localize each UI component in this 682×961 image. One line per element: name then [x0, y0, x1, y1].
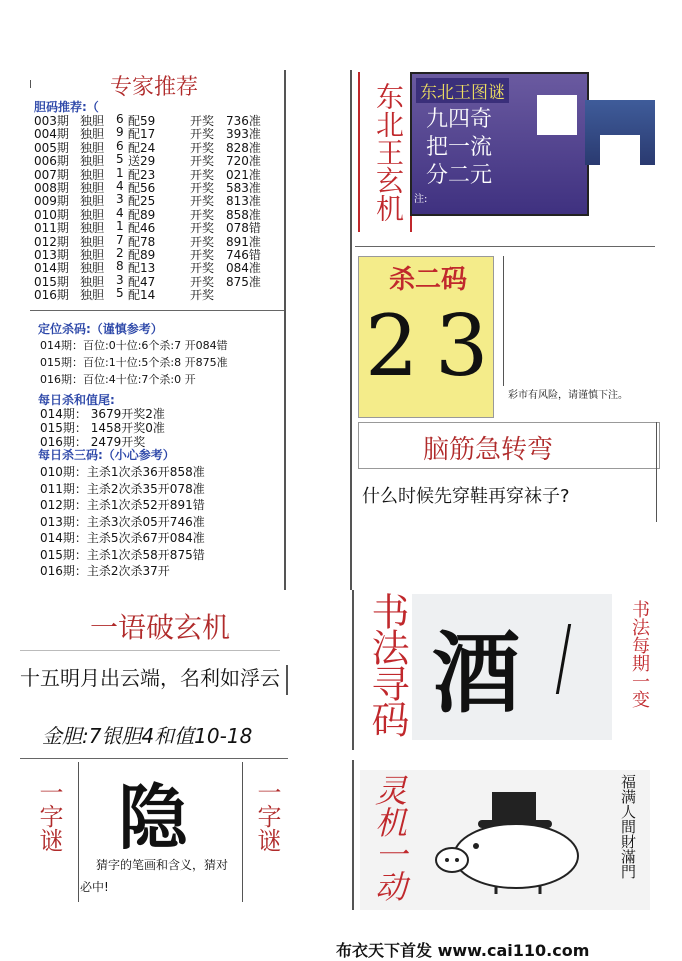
expert-cell-type: 独胆 — [80, 167, 105, 182]
pig-with-hat-icon — [420, 784, 600, 894]
expert-cell-kj: 开奖 — [190, 140, 215, 155]
expert-cell-num: 4 — [116, 179, 124, 193]
expert-cell-kj: 开奖 — [190, 114, 215, 128]
daily_kill3-row: 012期：主杀1次杀52开891错 — [40, 498, 205, 512]
daily_kill3-row: 013期：主杀3次杀05开746准 — [40, 514, 205, 529]
expert-cell-period: 007期 — [34, 167, 69, 182]
shufa-calligraphy-mark — [556, 624, 601, 694]
expert-cell-period: 009期 — [34, 194, 69, 209]
brain-right-line — [656, 422, 657, 522]
daily_kill3-row: 011期：主杀2次杀35开078准 — [40, 481, 205, 496]
expert-cell-pei: 配25 — [128, 194, 156, 209]
expert-cell-res: 891准 — [226, 234, 261, 249]
expert-cell-kj: 开奖 — [190, 221, 215, 236]
dongbei-banner-title: 东北王图谜 — [416, 78, 509, 103]
section-divider — [30, 310, 284, 311]
expert-cell-res: 393准 — [226, 127, 261, 142]
dongbei-vertical-box — [358, 72, 412, 232]
expert-cell-res: 828准 — [226, 140, 261, 155]
expert-cell-num: 8 — [116, 259, 124, 274]
expert-cell-pei: 配24 — [128, 140, 156, 155]
expert-cell-num: 1 — [116, 165, 124, 180]
shufa-vertical: 书法寻码 — [365, 592, 409, 736]
expert-cell-type: 独胆 — [80, 194, 105, 209]
expert-cell-period: 005期 — [34, 140, 69, 155]
expert-cell-kj: 开奖 — [190, 248, 215, 262]
riddle-right-label: 一字谜 — [253, 780, 281, 852]
sha2ma-digit-1: 2 — [365, 297, 419, 395]
riddle-char: 隐 — [118, 776, 188, 859]
daily_tail-row: 014期： 3679开奖2准 — [40, 407, 165, 421]
expert-cell-kj: 开奖 — [190, 274, 215, 289]
expert-cell-num: 6 — [116, 112, 124, 126]
expert-cell-kj: 开奖 — [190, 167, 215, 182]
dongbei-line-1: 九四奇 — [426, 107, 493, 132]
position-row: 015期：百位:1十位:5个杀:8 开875准 — [40, 356, 228, 369]
expert-cell-kj: 开奖 — [190, 234, 215, 249]
expert-cell-type: 独胆 — [80, 140, 105, 155]
expert-cell-period: 004期 — [34, 127, 69, 142]
riddle-left-border — [78, 762, 79, 902]
dongbei-line-2: 把一流 — [426, 135, 493, 160]
riddle-left-label: 一字谜 — [35, 780, 63, 852]
shufa-panel — [412, 594, 612, 740]
riddle-hint-2: 必中! — [80, 880, 109, 894]
expert-cell-period: 006期 — [34, 154, 69, 169]
expert-cell-type: 独胆 — [80, 127, 105, 142]
brain-question: 什么时候先穿鞋再穿袜子? — [362, 486, 570, 507]
expert-cell-period: 014期 — [34, 261, 69, 276]
position-row: 016期：百位:4十位:7个杀:0 开 — [40, 373, 196, 386]
expert-cell-res: 583准 — [226, 181, 261, 195]
dan-label: 胆码推荐:（ — [34, 100, 99, 114]
expert-cell-res: 746错 — [226, 248, 261, 262]
left-panel-right-border — [284, 70, 286, 590]
daily_tail-row: 015期： 1458开奖0准 — [40, 421, 165, 435]
daily_kill3-row: 016期：主杀2次杀37开 — [40, 564, 170, 578]
riddle-top-line — [20, 758, 288, 759]
expert-cell-type: 独胆 — [80, 154, 105, 169]
expert-cell-num: 4 — [116, 205, 124, 220]
position-title: 定位杀码:（谨慎参考） — [38, 322, 163, 336]
expert-cell-pei: 配47 — [128, 274, 156, 289]
expert-cell-res: 858准 — [226, 207, 261, 222]
riddle-right-border — [242, 762, 243, 902]
expert-cell-type: 独胆 — [80, 261, 105, 276]
expert-cell-num: 6 — [116, 138, 124, 153]
expert-cell-num: 5 — [116, 152, 124, 167]
sha2ma-digit-2: 3 — [435, 297, 489, 395]
expert-cell-period: 003期 — [34, 114, 69, 128]
expert-cell-res: 021准 — [226, 167, 261, 182]
expert-cell-pei: 配89 — [128, 248, 156, 262]
position-row: 014期：百位:0十位:6个杀:7 开084错 — [40, 339, 228, 352]
expert-cell-res: 736准 — [226, 114, 261, 128]
expert-cell-pei: 送29 — [128, 154, 156, 169]
expert-cell-num: 3 — [116, 192, 124, 207]
shufa-side: 书法每期一变 — [629, 600, 650, 708]
expert-cell-type: 独胆 — [80, 114, 105, 128]
expert-cell-type: 独胆 — [80, 207, 105, 222]
lingji-side: 福满人間財滿門 — [619, 774, 637, 879]
divider-1 — [355, 246, 655, 247]
jin-dan: 金胆:7银胆4和值10-18 — [42, 724, 253, 748]
white-patch-2 — [600, 135, 640, 175]
expert-cell-type: 独胆 — [80, 234, 105, 249]
left-tick — [30, 80, 31, 88]
expert-cell-kj: 开奖 — [190, 261, 215, 276]
expert-cell-type: 独胆 — [80, 274, 105, 289]
expert-cell-num: 2 — [116, 246, 124, 260]
expert-cell-num: 3 — [116, 272, 124, 287]
expert-cell-num: 7 — [116, 232, 124, 247]
sha2ma-box — [358, 256, 494, 418]
expert-cell-period: 015期 — [34, 274, 69, 289]
white-patch — [537, 95, 577, 135]
expert-cell-period: 012期 — [34, 234, 69, 249]
expert-cell-num: 9 — [116, 125, 124, 140]
yiyu-poem: 十五明月出云端，名利如浮云 — [20, 666, 280, 690]
expert-cell-kj: 开奖 — [190, 207, 215, 222]
shufa-left-line — [352, 590, 354, 750]
daily_kill3-row: 014期：主杀5次杀67开084准 — [40, 531, 205, 545]
right-panel-left-border — [350, 70, 352, 590]
expert-cell-type: 独胆 — [80, 248, 105, 262]
expert-cell-kj: 开奖 — [190, 288, 215, 303]
expert-cell-period: 010期 — [34, 207, 69, 222]
dongbei-note: 注: — [414, 194, 428, 205]
expert-cell-period: 016期 — [34, 288, 69, 303]
sha2ma-warning: 彩市有风险，请谨慎下注。 — [508, 390, 628, 401]
yiyu-box — [20, 600, 280, 651]
expert-cell-res: 813准 — [226, 194, 261, 209]
dongbei-vertical: 东北王玄机 — [372, 82, 405, 222]
poem-bar — [286, 665, 288, 695]
yiyu-title: 一语破玄机 — [90, 611, 231, 644]
expert-cell-res: 875准 — [226, 274, 261, 289]
brain-box — [358, 422, 660, 469]
daily_kill3-row: 010期：主杀1次杀36开858准 — [40, 465, 205, 479]
expert-cell-kj: 开奖 — [190, 154, 215, 169]
dongbei-line-3: 分二元 — [426, 163, 493, 188]
expert-title: 专家推荐 — [110, 75, 199, 100]
riddle-hint-1: 猜字的笔画和含义，猜对 — [96, 858, 229, 872]
expert-cell-pei: 配78 — [128, 234, 156, 249]
expert-cell-num: 1 — [116, 219, 124, 234]
expert-cell-pei: 配17 — [128, 127, 156, 142]
expert-cell-pei: 配46 — [128, 221, 156, 236]
expert-cell-pei: 配89 — [128, 207, 156, 222]
expert-cell-period: 011期 — [34, 221, 69, 236]
brain-title: 脑筋急转弯 — [423, 435, 554, 465]
expert-cell-num: 5 — [116, 286, 124, 301]
daily_tail-row: 016期： 2479开奖 — [40, 435, 146, 449]
expert-cell-kj: 开奖 — [190, 127, 215, 142]
footer-text: 布衣天下首发 www.cai110.com — [336, 941, 590, 960]
expert-cell-pei: 配23 — [128, 167, 156, 182]
expert-cell-res: 720准 — [226, 154, 261, 169]
sha2ma-title: 杀二码 — [389, 265, 468, 295]
kill3-title: 每日杀三码:（小心参考） — [38, 448, 175, 462]
sha2ma-side-line — [503, 256, 504, 386]
tail-title: 每日杀和值尾: — [38, 393, 115, 407]
expert-cell-pei: 配56 — [128, 181, 156, 195]
expert-cell-pei: 配14 — [128, 288, 156, 303]
lingji-vertical: 灵机一动 — [370, 774, 408, 902]
expert-cell-kj: 开奖 — [190, 181, 215, 195]
expert-cell-res: 084准 — [226, 261, 261, 276]
expert-cell-type: 独胆 — [80, 221, 105, 236]
lingji-left-line — [352, 760, 354, 910]
expert-cell-kj: 开奖 — [190, 194, 215, 209]
dongbei-banner — [410, 72, 589, 216]
expert-cell-type: 独胆 — [80, 288, 105, 303]
expert-cell-type: 独胆 — [80, 181, 105, 195]
shufa-big-char: 酒 — [432, 621, 521, 725]
expert-cell-res: 078错 — [226, 221, 261, 236]
expert-cell-pei: 配13 — [128, 261, 156, 276]
expert-cell-pei: 配59 — [128, 114, 156, 128]
daily_kill3-row: 015期：主杀1次杀58开875错 — [40, 547, 205, 562]
lingji-panel — [360, 770, 650, 910]
expert-cell-period: 013期 — [34, 248, 69, 262]
expert-cell-period: 008期 — [34, 181, 69, 195]
